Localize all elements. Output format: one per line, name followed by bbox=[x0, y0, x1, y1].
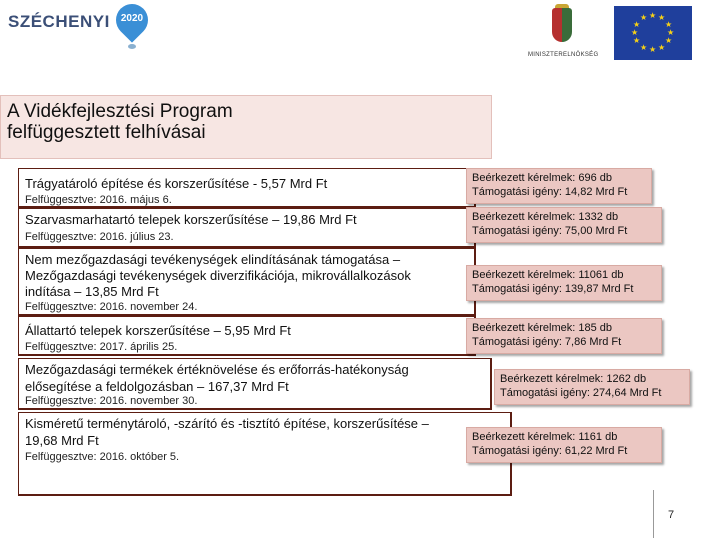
entry-suspended-date: Felfüggesztve: 2016. november 30. bbox=[25, 395, 198, 407]
entry-title-line: 19,68 Mrd Ft bbox=[25, 433, 99, 448]
entry-title-line: Mezőgazdasági termékek értéknövelése és erőforrás-hatékonyság bbox=[25, 362, 409, 377]
entry-title-line: indítása – 13,85 Mrd Ft bbox=[25, 284, 159, 299]
star-icon: ★ bbox=[658, 13, 666, 22]
star-icon: ★ bbox=[658, 43, 666, 52]
coat-of-arms-icon bbox=[552, 8, 572, 42]
star-icon: ★ bbox=[649, 11, 657, 20]
slide-title: A Vidékfejlesztési Program felfüggesztett felhívásai bbox=[7, 101, 233, 143]
ministry-name: MINISZTERELNÖKSÉG bbox=[528, 52, 599, 58]
received-count: Beérkezett kérelmek: 185 db bbox=[472, 322, 613, 334]
entry-title: Trágyatároló építése és korszerűsítése - 5,57 Mrd Ft bbox=[25, 176, 328, 191]
entry-title-line: Kisméretű terménytároló, -szárító és -tisztító építése, korszerűsítése – bbox=[25, 416, 429, 431]
entry-title: Szarvasmarhatartó telepek korszerűsítése – 19,86 Mrd Ft bbox=[25, 212, 357, 227]
funding-demand: Támogatási igény: 274,64 Mrd Ft bbox=[500, 387, 662, 399]
entry-stats bbox=[494, 369, 690, 405]
star-icon: ★ bbox=[665, 20, 673, 29]
received-count: Beérkezett kérelmek: 11061 db bbox=[472, 269, 624, 281]
funding-demand: Támogatási igény: 75,00 Mrd Ft bbox=[472, 225, 628, 237]
logo-year: 2020 bbox=[120, 13, 144, 24]
entry-suspended-date: Felfüggesztve: 2016. május 6. bbox=[25, 194, 172, 206]
star-icon: ★ bbox=[640, 43, 648, 52]
funding-demand: Támogatási igény: 139,87 Mrd Ft bbox=[472, 283, 634, 295]
entry-stats bbox=[466, 207, 662, 243]
page-number: 7 bbox=[668, 509, 675, 521]
entry-suspended-date: Felfüggesztve: 2016. október 5. bbox=[25, 451, 180, 463]
entry-suspended-date: Felfüggesztve: 2017. április 25. bbox=[25, 341, 178, 353]
ministry-logo bbox=[528, 6, 598, 64]
funding-demand: Támogatási igény: 14,82 Mrd Ft bbox=[472, 186, 628, 198]
entry-title: Állattartó telepek korszerűsítése – 5,95 Mrd Ft bbox=[25, 323, 291, 338]
pin-shadow bbox=[128, 44, 136, 49]
entry-stats bbox=[466, 265, 662, 301]
entry-stats bbox=[466, 318, 662, 354]
logo-wordmark: SZÉCHENYI bbox=[8, 12, 110, 31]
entry-title-line: Nem mezőgazdasági tevékenységek elindításának támogatása – bbox=[25, 252, 401, 267]
received-count: Beérkezett kérelmek: 1332 db bbox=[472, 211, 619, 223]
funding-demand: Támogatási igény: 61,22 Mrd Ft bbox=[472, 445, 628, 457]
received-count: Beérkezett kérelmek: 1161 db bbox=[472, 431, 618, 443]
star-icon: ★ bbox=[649, 45, 657, 54]
entry-title-line: elősegítése a feldolgozásban – 167,37 Mrd Ft bbox=[25, 379, 289, 394]
entry-stats bbox=[466, 168, 652, 204]
entry-suspended-date: Felfüggesztve: 2016. július 23. bbox=[25, 231, 174, 243]
received-count: Beérkezett kérelmek: 696 db bbox=[472, 172, 613, 184]
star-icon: ★ bbox=[633, 36, 641, 45]
star-icon: ★ bbox=[631, 28, 639, 37]
funding-demand: Támogatási igény: 7,86 Mrd Ft bbox=[472, 336, 622, 348]
received-count: Beérkezett kérelmek: 1262 db bbox=[500, 373, 647, 385]
star-icon: ★ bbox=[640, 13, 648, 22]
star-icon: ★ bbox=[633, 20, 641, 29]
szechenyi-2020-logo bbox=[8, 4, 158, 48]
entry-title-line: Mezőgazdasági tevékenységek diverzifikációja, mikrovállalkozások bbox=[25, 268, 411, 283]
entry-stats bbox=[466, 427, 662, 463]
star-icon: ★ bbox=[665, 36, 673, 45]
star-icon: ★ bbox=[667, 28, 675, 37]
eu-flag-icon bbox=[614, 6, 692, 60]
slide-title-box bbox=[0, 95, 492, 159]
entry-suspended-date: Felfüggesztve: 2016. november 24. bbox=[25, 301, 198, 313]
page-divider bbox=[653, 490, 654, 538]
